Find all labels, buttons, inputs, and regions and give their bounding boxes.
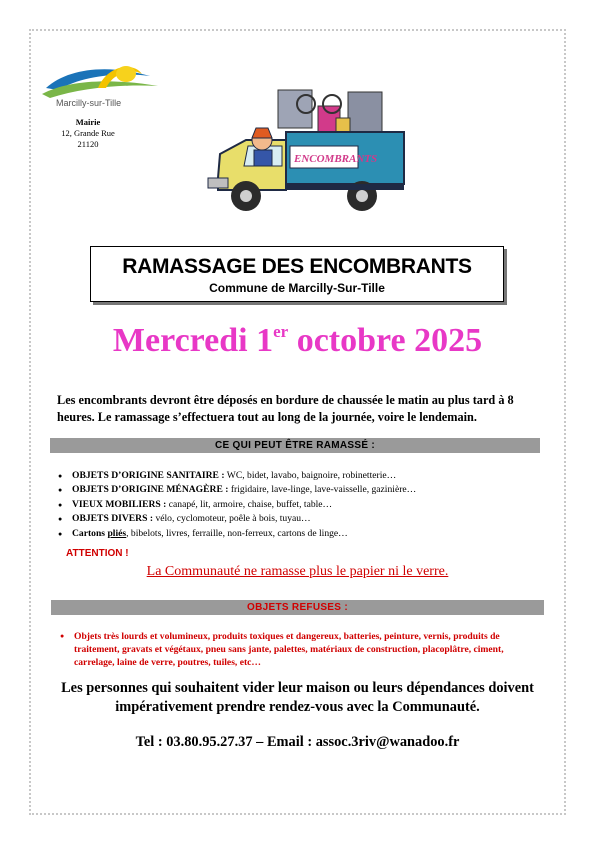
list-item [58, 512, 538, 526]
date-rest: octobre 2025 [288, 322, 483, 359]
item-text: , bibelots, livres, ferraille, non-ferreux, cartons de linge… [126, 527, 348, 539]
item-underlined: pliés [107, 527, 127, 539]
mairie-address [58, 117, 118, 150]
list-item [58, 498, 538, 512]
date-day: Mercredi 1 [112, 322, 274, 359]
accepted-header: CE QUI PEUT ÊTRE RAMASSÉ : [50, 438, 540, 453]
date-suffix: er [273, 322, 289, 341]
accepted-list [58, 469, 538, 541]
item-label: OBJETS D’ORIGINE SANITAIRE : [72, 470, 225, 481]
truck-sign: ENCOMBRANTS [294, 153, 378, 165]
item-text: vélo, cyclomoteur, poêle à bois, tuyau… [153, 513, 311, 525]
list-item [58, 483, 538, 497]
refused-list [60, 630, 530, 669]
logo-label: Marcilly-sur-Tille [56, 98, 122, 108]
contact-line: Tel : 03.80.95.27.37 – Email : assoc.3riv@wanadoo.fr [135, 734, 460, 750]
mairie-postcode: 21120 [77, 139, 99, 149]
mairie-street: 12, Grande Rue [61, 128, 115, 138]
attention-label: ATTENTION ! [66, 548, 129, 559]
refused-header: OBJETS REFUSES : [51, 600, 544, 615]
appointment-notice: Les personnes qui souhaitent vider leur maison ou leurs dépendances doivent impérativement prendre rendez-vous avec la Communauté. [61, 680, 534, 715]
attention-message: La Communauté ne ramasse plus le papier ni le verre. [146, 564, 449, 579]
title-banner [90, 246, 504, 302]
item-label: Cartons [72, 527, 108, 539]
intro-paragraph: Les encombrants devront être déposés en bordure de chaussée le matin au plus tard à 8 heures. Le ramassage s’effectuera tout au long de la journée, voire le lendemain. [57, 393, 514, 424]
item-label: OBJETS DIVERS : [72, 513, 154, 525]
list-item [58, 469, 538, 483]
list-item [58, 527, 538, 541]
item-text: WC, bidet, lavabo, baignoire, robinetterie… [224, 470, 397, 481]
truck-illustration [198, 82, 410, 232]
mairie-title: Mairie [75, 117, 101, 127]
collection-date [0, 322, 595, 360]
item-text: canapé, lit, armoire, chaise, buffet, table… [166, 498, 333, 510]
list-item: ● Objets très lourds et volumineux, produits toxiques et dangereux, batteries, peinture, vernis, produits de traitement, gravats et végétaux, pneu sans jante, palettes, matériaux de construction, placoplâtre, ciment, carrelage, laine de verre, poutres, tuiles, etc… [60, 630, 530, 669]
item-label: OBJETS D’ORIGINE MÉNAGÈRE : [72, 484, 229, 496]
main-title: RAMASSAGE DES ENCOMBRANTS [122, 255, 472, 278]
subtitle: Commune de Marcilly-Sur-Tille [209, 281, 385, 295]
item-label: VIEUX MOBILIERS : [72, 498, 167, 510]
item-text: frigidaire, lave-linge, lave-vaisselle, gazinière… [228, 484, 417, 496]
